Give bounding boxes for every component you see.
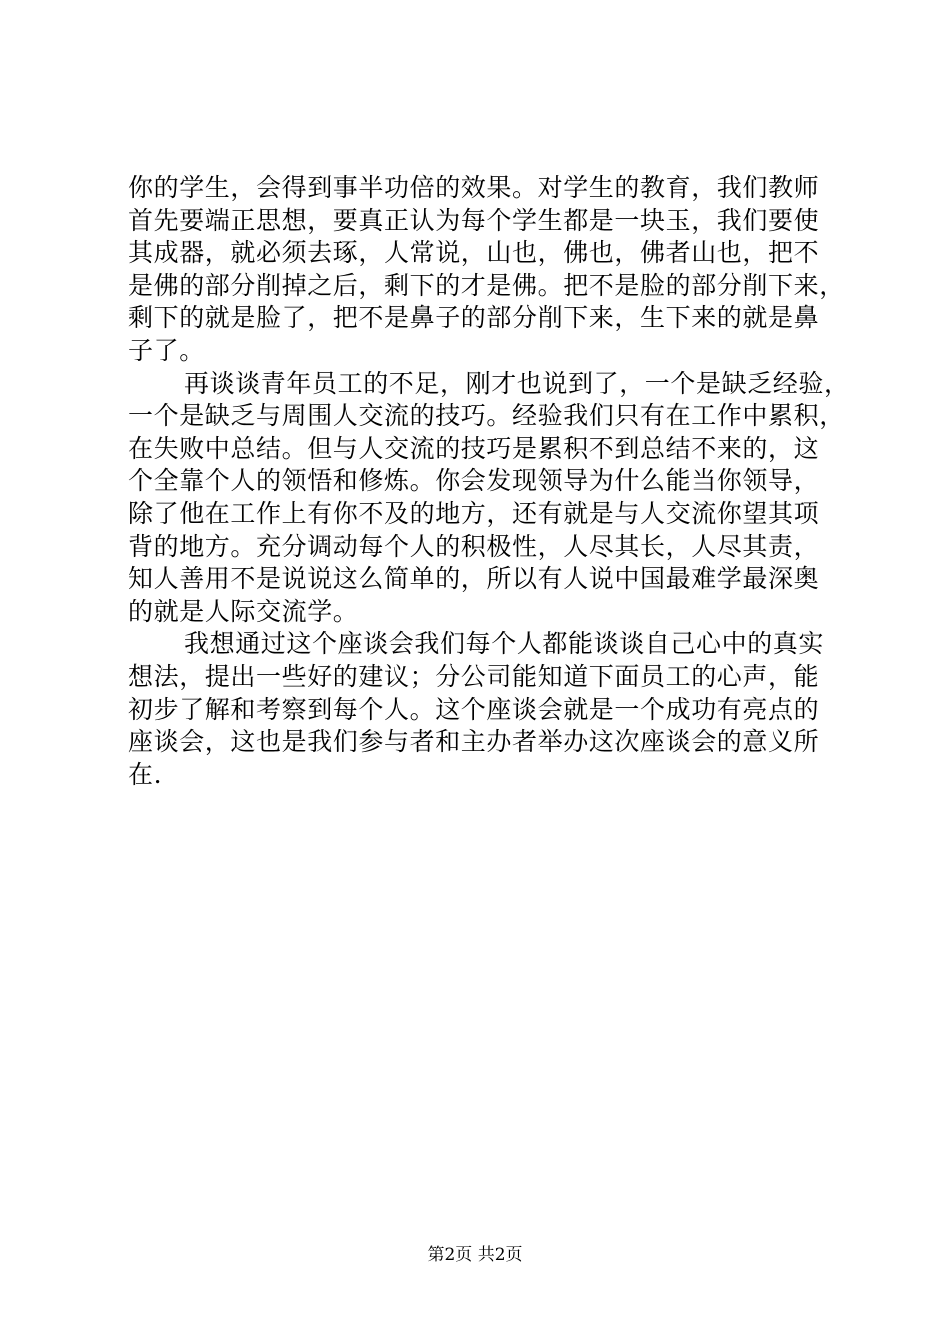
- text-line: 背的地方。充分调动每个人的积极性，人尽其长，人尽其责，: [128, 531, 820, 561]
- text-line: 是佛的部分削掉之后，剩下的才是佛。把不是脸的部分削下来，: [128, 270, 845, 300]
- text-line: 子了。: [128, 335, 205, 365]
- paragraph-first-line: 再谈谈青年员工的不足，刚才也说到了，一个是缺乏经验，: [184, 368, 850, 398]
- text-line: 知人善用不是说说这么简单的，所以有人说中国最难学最深奥: [128, 564, 820, 594]
- document-body: [128, 172, 848, 791]
- text-line: 想法，提出一些好的建议；分公司能知道下面员工的心声，能: [128, 661, 820, 691]
- page-number-label: 第2页 共2页: [427, 1245, 523, 1265]
- text-line: 一个是缺乏与周围人交流的技巧。经验我们只有在工作中累积，: [128, 401, 845, 431]
- text-line: 在.: [128, 759, 163, 789]
- text-line: 首先要端正思想，要真正认为每个学生都是一块玉，我们要使: [128, 205, 820, 235]
- text-line: 座谈会，这也是我们参与者和主办者举办这次座谈会的意义所: [128, 727, 820, 757]
- text-line: 初步了解和考察到每个人。这个座谈会就是一个成功有亮点的: [128, 694, 820, 724]
- paragraph-first-line: 我想通过这个座谈会我们每个人都能谈谈自己心中的真实: [184, 629, 825, 659]
- page-footer: [0, 1243, 950, 1267]
- text-line: 你的学生，会得到事半功倍的效果。对学生的教育，我们教师: [128, 173, 820, 202]
- text-line: 的就是人际交流学。: [128, 596, 359, 626]
- text-line: 其成器，就必须去琢，人常说，山也，佛也，佛者山也，把不: [128, 238, 820, 268]
- text-line: 个全靠个人的领悟和修炼。你会发现领导为什么能当你领导，: [128, 466, 820, 496]
- text-line: 在失败中总结。但与人交流的技巧是累积不到总结不来的，这: [128, 433, 820, 463]
- text-line: 除了他在工作上有你不及的地方，还有就是与人交流你望其项: [128, 498, 820, 528]
- text-line: 剩下的就是脸了，把不是鼻子的部分削下来，生下来的就是鼻: [128, 303, 820, 333]
